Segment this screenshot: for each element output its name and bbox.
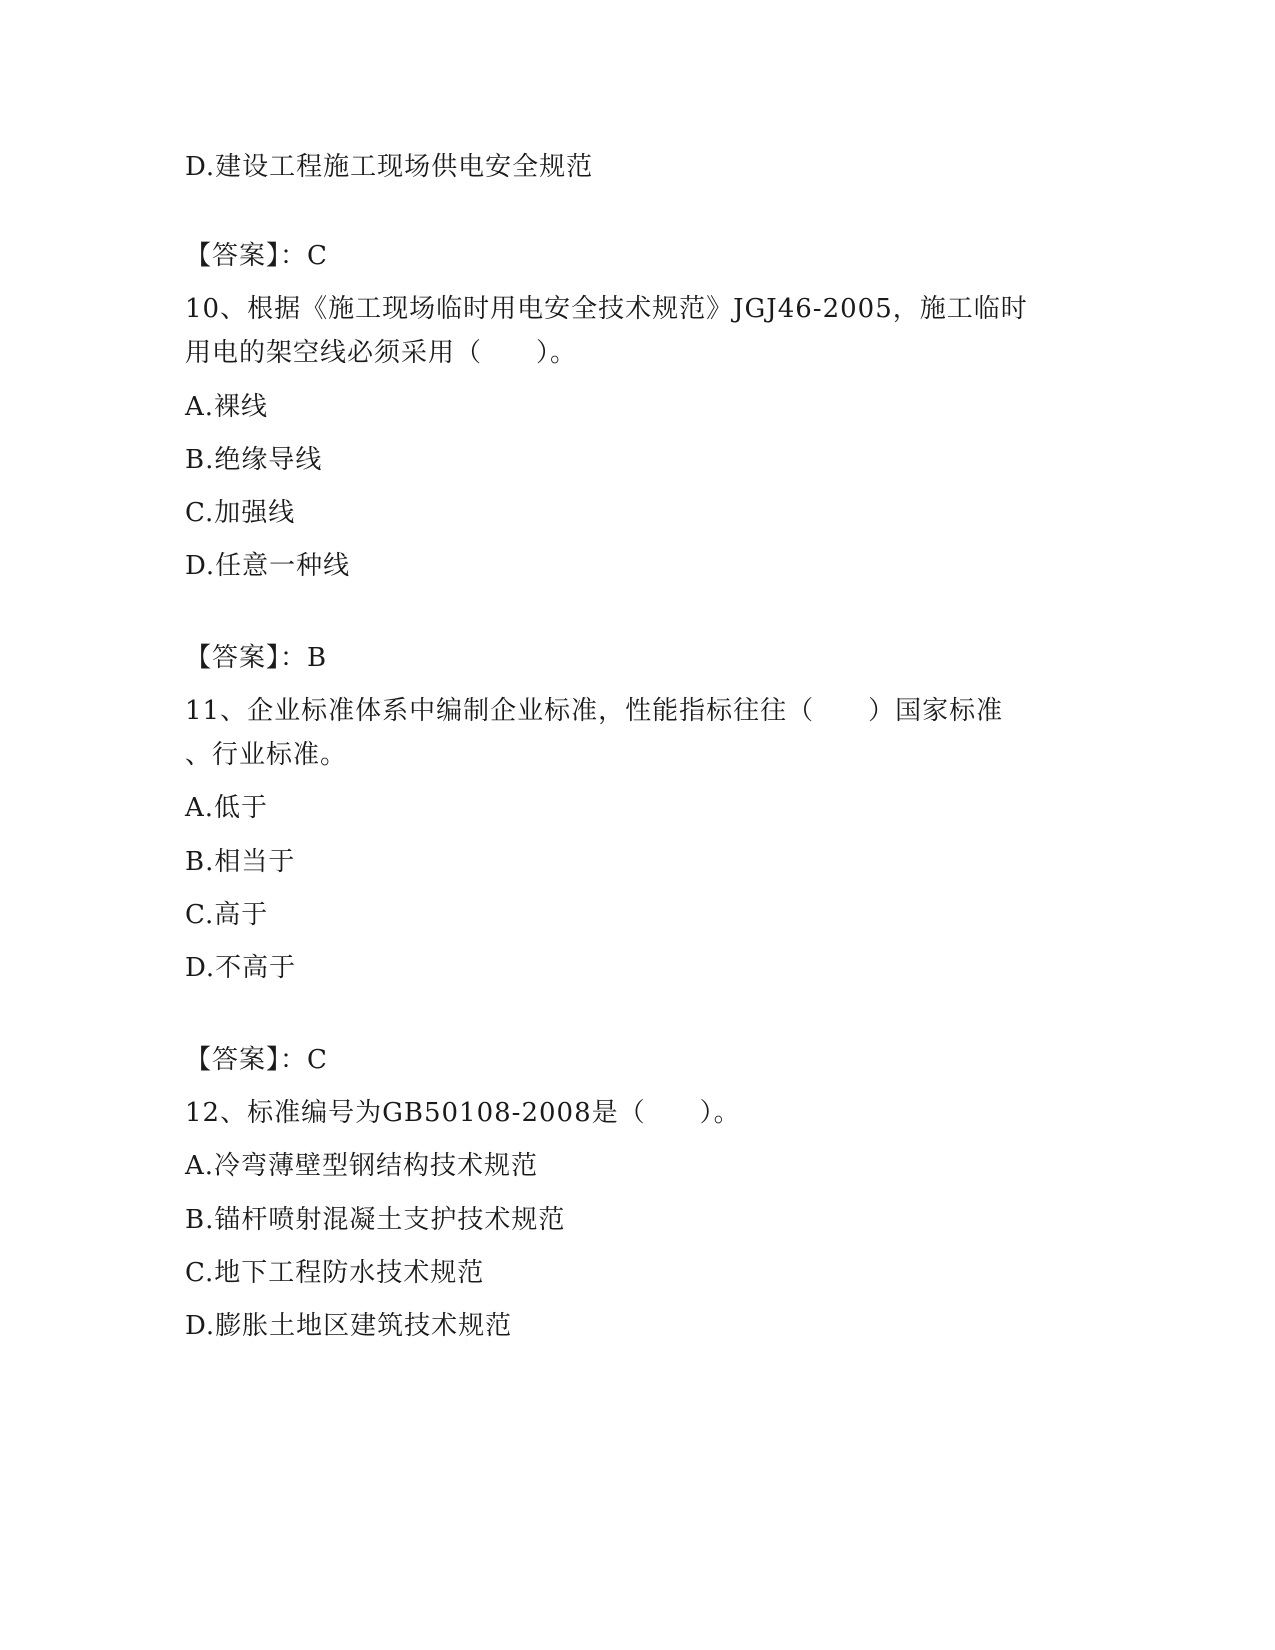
q10-option-b: B.绝缘导线 <box>185 445 323 475</box>
q10-option-c: C.加强线 <box>185 498 296 528</box>
q11-option-b: B.相当于 <box>185 847 296 877</box>
question-11-line2: 、行业标准。 <box>185 740 348 770</box>
q12-option-c: C.地下工程防水技术规范 <box>185 1258 485 1288</box>
answer-q10: 【答案】：B <box>185 643 328 673</box>
option-d-prev: D.建设工程施工现场供电安全规范 <box>185 152 594 182</box>
question-10-line2: 用电的架空线必须采用（ ）。 <box>185 338 578 368</box>
q12-option-d: D.膨胀土地区建筑技术规范 <box>185 1311 513 1341</box>
q11-option-d: D.不高于 <box>185 953 297 983</box>
q12-option-b: B.锚杆喷射混凝土支护技术规范 <box>185 1205 566 1235</box>
q11-option-c: C.高于 <box>185 900 269 930</box>
question-12-line1: 12、标准编号为GB50108-2008是（ ）。 <box>185 1098 741 1128</box>
q10-option-a: A.裸线 <box>185 392 269 422</box>
question-11-line1: 11、企业标准体系中编制企业标准，性能指标往往（ ）国家标准 <box>185 696 1004 726</box>
q10-option-d: D.任意一种线 <box>185 551 351 581</box>
q11-option-a: A.低于 <box>185 793 269 823</box>
answer-q9: 【答案】：C <box>185 241 328 271</box>
answer-q11: 【答案】：C <box>185 1045 328 1075</box>
q12-option-a: A.冷弯薄壁型钢结构技术规范 <box>185 1151 539 1181</box>
question-10-line1: 10、根据《施工现场临时用电安全技术规范》JGJ46-2005，施工临时 <box>185 294 1028 324</box>
